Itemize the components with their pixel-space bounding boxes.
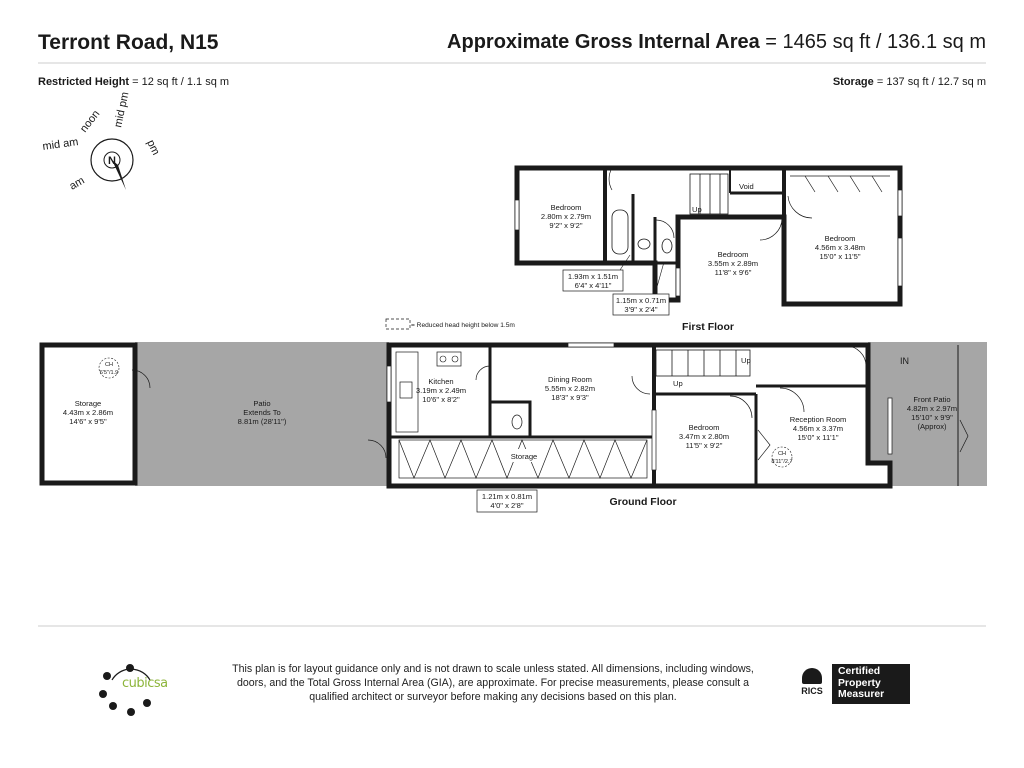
certified-property-measurer-badge (832, 664, 910, 704)
reduced-height-legend-swatch (386, 319, 410, 329)
front-patio-name: Front Patio (913, 395, 951, 404)
kitchen-imperial: 10'6" x 8'2" (422, 395, 460, 404)
ground-up1: Up (741, 356, 751, 365)
ground-floor (42, 342, 987, 512)
ff-bedroom1-name: Bedroom (550, 203, 582, 212)
gross-area-value: = 1465 sq ft / 136.1 sq m (765, 31, 986, 53)
ff-bedroom2-metric: 3.55m x 2.89m (707, 259, 759, 268)
storage-strip-imperial: 4'0" x 2'8" (490, 501, 524, 510)
ff-bedroom3-name: Bedroom (824, 234, 856, 243)
kitchen-metric: 3.19m x 2.49m (415, 386, 467, 395)
basin (638, 239, 650, 249)
footer-rule (38, 625, 986, 627)
reception-ch: CH (777, 451, 787, 457)
dining-name: Dining Room (548, 375, 592, 384)
storage-area-label: Storage (832, 76, 874, 88)
patio-line3: 8.81m (28'11") (237, 417, 287, 426)
reduced-height-legend-text: = Reduced head height below 1.5m (411, 322, 515, 329)
entry-in: IN (900, 356, 909, 366)
reception-metric: 4.56m x 3.37m (792, 424, 844, 433)
ff-bedroom1-imperial: 9'2" x 9'2" (549, 221, 583, 230)
ground-floor-title: Ground Floor (609, 496, 677, 508)
window-reception (888, 398, 892, 454)
compass-pm: pm (144, 138, 162, 158)
rics-label: RICS (801, 686, 823, 696)
wardrobe (790, 176, 890, 192)
storage-area-value: = 137 sq ft / 12.7 sq m (876, 76, 986, 88)
badge-line-1: Certified (838, 666, 881, 677)
outbuilding-metric: 4.43m x 2.86m (62, 408, 114, 417)
patio-line2: Extends To (243, 408, 281, 417)
cubicsa-logo-text: cubicsa (122, 676, 168, 691)
ff-bedroom2-name: Bedroom (717, 250, 749, 259)
bathtub (612, 210, 628, 254)
first-floor (386, 168, 902, 333)
compass-noon: noon (77, 108, 103, 135)
front-patio-note: (Approx) (917, 422, 947, 431)
window-ff-1 (515, 200, 519, 230)
outbuilding-ch: CH (104, 362, 114, 368)
window-ff-3 (898, 238, 902, 286)
window-dining (568, 343, 614, 347)
rics-icon (802, 668, 822, 684)
ground-up2: Up (673, 379, 683, 388)
gf-bedroom-metric: 3.47m x 2.80m (678, 432, 730, 441)
gross-area-label: Approximate Gross Internal Area (447, 31, 760, 53)
dining-imperial: 18'3" x 9'3" (551, 393, 589, 402)
bath-metric: 1.93m x 1.51m (567, 272, 619, 281)
ff-bedroom3-imperial: 15'0" x 11'5" (819, 252, 861, 261)
dining-metric: 5.55m x 2.82m (544, 384, 596, 393)
outbuilding-imperial: 14'6" x 9'5" (69, 417, 107, 426)
first-floor-up: Up (692, 205, 702, 214)
wc-toilet (662, 239, 672, 253)
storage-strip-metric: 1.21m x 0.81m (481, 492, 533, 501)
window-ff-2 (898, 190, 902, 216)
door-bed1 (609, 168, 612, 190)
badge-line-3: Measurer (838, 689, 885, 700)
storage-strip-name: Storage (510, 452, 538, 461)
ff-bedroom3-metric: 4.56m x 3.48m (814, 243, 866, 252)
patio-name: Patio (253, 399, 271, 408)
reception-imperial: 15'0" x 11'1" (797, 433, 839, 442)
door-bed3 (788, 196, 812, 218)
gf-bedroom-name: Bedroom (688, 423, 720, 432)
front-patio-metric: 4.82m x 2.97m (906, 404, 958, 413)
outbuilding-ch-height: 6'5"/1.9 (99, 370, 119, 376)
property-address: Terront Road, N15 (38, 31, 219, 54)
bath-imperial: 6'4" x 4'11" (574, 281, 612, 290)
compass-north: N (108, 155, 116, 167)
wc-imperial: 3'9" x 2'4" (624, 305, 658, 314)
door-bed2 (760, 218, 782, 240)
gf-bedroom-imperial: 11'5" x 9'2" (685, 441, 723, 450)
compass-am: am (67, 174, 87, 193)
window-kitchen (387, 366, 391, 402)
kitchen-name: Kitchen (428, 377, 454, 386)
reception-ch-height: 8'11"/2.7 (771, 459, 793, 465)
front-patio-imperial: 15'10" x 9'9" (911, 413, 953, 422)
reception-name: Reception Room (789, 415, 847, 424)
restricted-height-label: Restricted Height (38, 76, 130, 88)
ff-bedroom1-metric: 2.80m x 2.79m (540, 212, 592, 221)
window-ff-4 (676, 268, 680, 296)
disclaimer-text: This plan is for layout guidance only and is not drawn to scale unless stated. All dimensions, including windows, doors, and the Total Gross Internal Area (GIA), are approximate. For precise measurements, please consult a qualified architect or surveyor before making any decisions based on this plan. (232, 663, 754, 703)
outbuilding-name: Storage (74, 399, 102, 408)
window-bedroom (652, 410, 656, 470)
compass-mid-am: mid am (41, 136, 80, 153)
rics-logo (794, 668, 830, 696)
compass-rose (42, 91, 162, 193)
compass-mid-pm: mid pm (112, 90, 132, 129)
badge-line-2: Property (838, 677, 881, 689)
wc-metric: 1.15m x 0.71m (615, 296, 667, 305)
ff-bedroom2-imperial: 11'8" x 9'6" (714, 268, 752, 277)
void-label: Void (739, 182, 754, 191)
restricted-height-value: = 12 sq ft / 1.1 sq m (132, 76, 230, 88)
first-floor-title: First Floor (682, 321, 734, 333)
door-wc (656, 220, 674, 238)
